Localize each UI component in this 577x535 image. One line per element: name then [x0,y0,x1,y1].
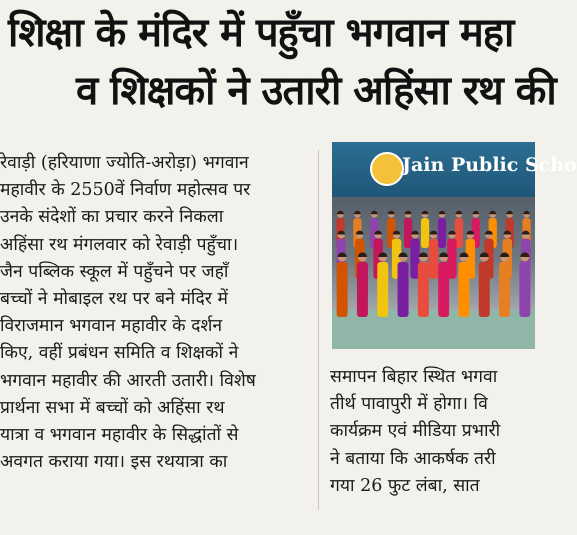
article-body-right [330,364,550,500]
article-body-left [0,150,308,476]
person-body [519,262,530,317]
crowd-figures [332,142,535,349]
body-line: कार्यक्रम एवं मीडिया प्रभारी [330,421,501,442]
person-hair [371,211,378,214]
body-line: भगवान महावीर की आरती उतारी। विशेष [0,370,256,391]
body-line: ने बताया कि आकर्षक तरी [330,448,496,469]
person-hair [472,211,479,214]
person-body [421,218,429,248]
person-body [438,262,449,317]
headline-line-1: शिक्षा के मंदिर में पहुँचा भगवान महा [8,10,514,56]
person-body [479,262,490,317]
body-line: यात्रा व भगवान महावीर के सिद्धांतों से [0,425,239,446]
headline-line-2: व शिक्षकों ने उतारी अहिंसा रथ की [76,68,556,114]
person-hair [405,211,412,214]
person-body [499,262,510,317]
banner-text: Jain Public Scho [402,154,577,176]
person-hair [506,211,513,214]
person-hair [430,231,438,235]
person-body [337,262,348,317]
person-hair [422,211,429,214]
body-line: किए, वहीं प्रबंधन समिति व शिक्षकों ने [0,343,239,364]
column-divider [318,150,319,510]
person-hair [523,211,530,214]
person-body [429,239,438,279]
body-line: तीर्थ पावापुरी में होगा। वि [330,394,488,415]
body-line: प्रार्थना सभा में बच्चों को अहिंसा रथ [0,397,225,418]
body-line: विराजमान भगवान महावीर के दर्शन [0,316,223,337]
body-line: समापन बिहार स्थित भगवा [330,367,498,387]
person-body [458,262,469,317]
body-line: गया 26 फुट लंबा, सात [330,475,480,496]
person-hair [388,211,395,214]
person-hair [411,231,419,235]
person-body [398,262,409,317]
person-body [377,262,388,317]
person-hair [489,211,496,214]
body-line: उनके संदेशों का प्रचार करने निकला [0,207,224,228]
person-hair [354,211,361,214]
body-line: बच्चों ने मोबाइल रथ पर बने मंदिर में [0,289,228,310]
body-line: अवगत कराया गया। इस रथयात्रा का [0,452,228,473]
person-hair [455,211,462,214]
person-body [357,262,368,317]
body-line: अहिंसा रथ मंगलवार को रेवाड़ी पहुँचा। [0,234,239,255]
person-body [438,218,446,248]
person-hair [337,211,344,214]
person-hair [439,211,446,214]
person-hair [419,252,428,257]
person-hair [439,252,448,257]
body-line: जैन पब्लिक स्कूल में पहुँचने पर जहाँ [0,261,229,282]
group-photo [332,142,577,349]
person-hair [448,231,456,235]
body-line: रेवाड़ी (हरियाणा ज्योति-अरोड़ा) भगवान [0,153,249,173]
body-line: महावीर के 2550वें निर्वाण महोत्सव पर [0,180,251,201]
article-headline [8,4,556,120]
person-body [418,262,429,317]
